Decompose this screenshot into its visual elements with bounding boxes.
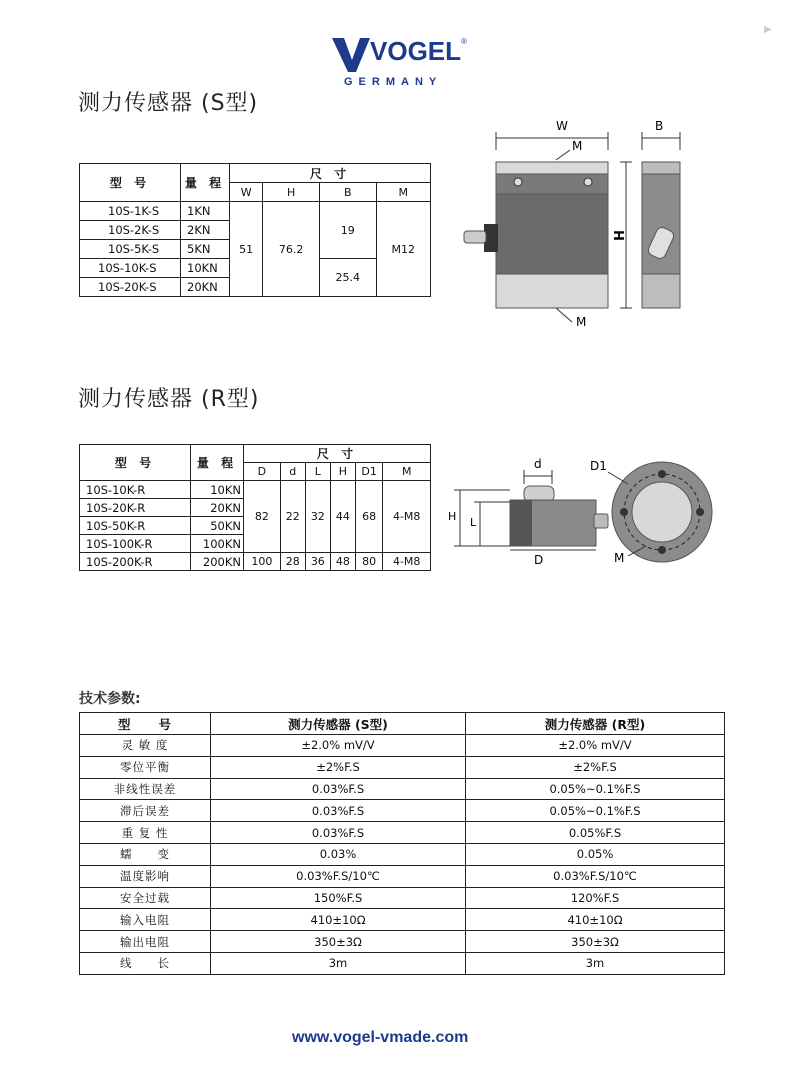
spec-r: 0.05%~0.1%F.S <box>466 778 725 800</box>
spec-r: 120%F.S <box>466 887 725 909</box>
diagram-r-D-label: D <box>534 553 544 567</box>
spec-r: 0.03%F.S/10℃ <box>466 865 725 887</box>
spec-name: 灵 敏 度 <box>80 735 211 757</box>
s-model-cell: 10S-10K-S <box>80 259 181 278</box>
s-header-b: B <box>319 183 376 202</box>
vogel-logo-icon <box>330 30 470 90</box>
spec-r: 350±3Ω <box>466 931 725 953</box>
r-M-value: 4-M8 <box>383 553 431 571</box>
s-type-table <box>79 163 431 297</box>
s-header-range: 量 程 <box>181 164 230 202</box>
s-header-m: M <box>376 183 430 202</box>
specs-title: 技术参数: <box>79 691 141 707</box>
r-type-table <box>79 444 431 571</box>
registered-mark: ® <box>461 37 467 46</box>
specs-table <box>79 712 725 975</box>
specs-header-r: 测力传感器 (R型) <box>466 713 725 735</box>
spec-name: 线 长 <box>80 952 211 974</box>
r-D1-value: 80 <box>355 553 383 571</box>
s-model-cell: 10S-1K-S <box>80 202 181 221</box>
spec-s: ±2.0% mV/V <box>211 735 466 757</box>
r-d-value: 22 <box>280 481 305 553</box>
r-range-cell: 20KN <box>191 499 244 517</box>
table-row <box>80 778 725 800</box>
r-M-value: 4-M8 <box>383 481 431 553</box>
r-H-value: 48 <box>330 553 355 571</box>
r-H-value: 44 <box>330 481 355 553</box>
table-row <box>80 865 725 887</box>
r-L-value: 32 <box>305 481 330 553</box>
r-range-cell: 10KN <box>191 481 244 499</box>
table-row <box>80 553 431 571</box>
r-header-D: D <box>244 463 281 481</box>
spec-r: ±2%F.S <box>466 756 725 778</box>
specs-header-s: 测力传感器 (S型) <box>211 713 466 735</box>
s-b-value-1: 19 <box>319 202 376 259</box>
spec-r: 0.05% <box>466 843 725 865</box>
diagram-s-b-label: B <box>655 119 664 133</box>
table-row <box>80 822 725 844</box>
spec-s: 3m <box>211 952 466 974</box>
r-D-value: 100 <box>244 553 281 571</box>
r-type-diagram <box>440 450 740 580</box>
s-range-cell: 20KN <box>181 278 230 297</box>
diagram-s-m2-label: M <box>576 315 587 329</box>
r-header-range: 量 程 <box>191 445 244 481</box>
diagram-s-m-label: M <box>572 139 583 153</box>
s-b-value-2: 25.4 <box>319 259 376 297</box>
table-row <box>80 887 725 909</box>
s-header-model: 型 号 <box>80 164 181 202</box>
spec-name: 输入电阻 <box>80 909 211 931</box>
spec-r: ±2.0% mV/V <box>466 735 725 757</box>
spec-name: 蠕 变 <box>80 843 211 865</box>
r-header-dims: 尺 寸 <box>244 445 431 463</box>
spec-s: 410±10Ω <box>211 909 466 931</box>
s-range-cell: 5KN <box>181 240 230 259</box>
s-header-w: W <box>230 183 263 202</box>
table-row <box>80 800 725 822</box>
table-row <box>80 909 725 931</box>
table-row <box>80 735 725 757</box>
r-model-cell: 10S-10K-R <box>80 481 191 499</box>
spec-r: 0.05%~0.1%F.S <box>466 800 725 822</box>
s-range-cell: 1KN <box>181 202 230 221</box>
spec-r: 410±10Ω <box>466 909 725 931</box>
brand-logo <box>330 30 470 90</box>
spec-s: 0.03% <box>211 843 466 865</box>
r-header-D1: D1 <box>355 463 383 481</box>
r-model-cell: 10S-50K-R <box>80 517 191 535</box>
diagram-s-h-label: H <box>610 230 625 241</box>
s-model-cell: 10S-5K-S <box>80 240 181 259</box>
r-header-M: M <box>383 463 431 481</box>
r-model-cell: 10S-100K-R <box>80 535 191 553</box>
spec-r: 3m <box>466 952 725 974</box>
s-header-dims: 尺 寸 <box>230 164 431 183</box>
r-range-cell: 200KN <box>191 553 244 571</box>
table-row <box>80 202 431 221</box>
s-w-value: 51 <box>230 202 263 297</box>
r-D1-value: 68 <box>355 481 383 553</box>
table-row <box>80 481 431 499</box>
r-header-L: L <box>305 463 330 481</box>
table-row <box>80 952 725 974</box>
s-type-diagram <box>460 110 700 340</box>
r-L-value: 36 <box>305 553 330 571</box>
table-row <box>80 931 725 953</box>
table-row <box>80 843 725 865</box>
spec-s: 0.03%F.S <box>211 822 466 844</box>
s-model-cell: 10S-2K-S <box>80 221 181 240</box>
diagram-s-w-label: W <box>556 119 568 133</box>
spec-name: 重 复 性 <box>80 822 211 844</box>
spec-name: 滞后误差 <box>80 800 211 822</box>
spec-s: ±2%F.S <box>211 756 466 778</box>
diagram-r-M-label: M <box>614 551 625 565</box>
brand-name-text: VOGEL <box>370 36 462 66</box>
corner-mark: ▶ <box>764 24 772 35</box>
diagram-r-d-label: d <box>534 457 542 471</box>
s-range-cell: 2KN <box>181 221 230 240</box>
r-header-model: 型 号 <box>80 445 191 481</box>
r-header-H: H <box>330 463 355 481</box>
r-d-value: 28 <box>280 553 305 571</box>
r-D-value: 82 <box>244 481 281 553</box>
section-r-title: 测力传感器 (R型) <box>78 387 260 412</box>
footer-url-link[interactable]: www.vogel-vmade.com <box>292 1029 469 1046</box>
spec-s: 350±3Ω <box>211 931 466 953</box>
s-model-cell: 10S-20K-S <box>80 278 181 297</box>
spec-name: 输出电阻 <box>80 931 211 953</box>
spec-r: 0.05%F.S <box>466 822 725 844</box>
spec-name: 安全过载 <box>80 887 211 909</box>
r-model-cell: 10S-20K-R <box>80 499 191 517</box>
s-h-value: 76.2 <box>263 202 320 297</box>
brand-sub-text: GERMANY <box>344 76 443 88</box>
s-header-h: H <box>263 183 320 202</box>
diagram-r-D1-label: D1 <box>590 459 607 473</box>
spec-s: 0.03%F.S <box>211 778 466 800</box>
s-m-value: M12 <box>376 202 430 297</box>
r-header-d: d <box>280 463 305 481</box>
r-model-cell: 10S-200K-R <box>80 553 191 571</box>
spec-name: 零位平衡 <box>80 756 211 778</box>
diagram-r-h-label: H <box>448 510 457 523</box>
spec-s: 0.03%F.S <box>211 800 466 822</box>
diagram-r-l-label: L <box>470 516 477 529</box>
table-row <box>80 756 725 778</box>
specs-header-name: 型 号 <box>80 713 211 735</box>
spec-s: 0.03%F.S/10℃ <box>211 865 466 887</box>
s-range-cell: 10KN <box>181 259 230 278</box>
r-range-cell: 100KN <box>191 535 244 553</box>
spec-name: 温度影响 <box>80 865 211 887</box>
section-s-title: 测力传感器 (S型) <box>78 91 259 116</box>
spec-name: 非线性误差 <box>80 778 211 800</box>
r-range-cell: 50KN <box>191 517 244 535</box>
spec-s: 150%F.S <box>211 887 466 909</box>
